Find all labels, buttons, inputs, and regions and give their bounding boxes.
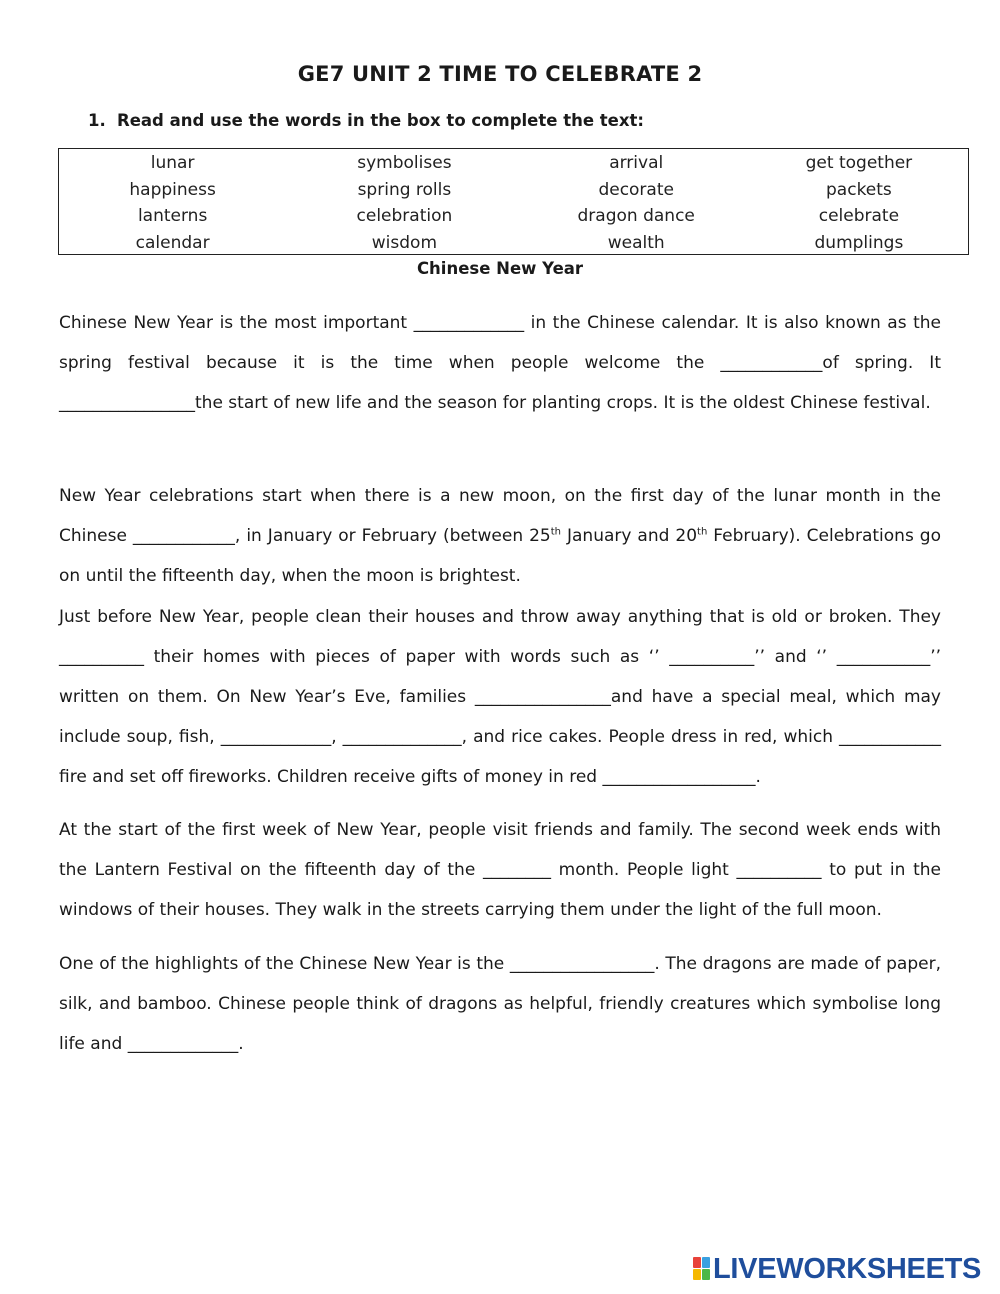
answer-blank[interactable]: __________ [59, 646, 144, 667]
word-box-row [59, 203, 968, 230]
word-box-row [59, 150, 968, 177]
liveworksheets-logo [693, 1252, 982, 1285]
word-cell: lunar [150, 153, 195, 174]
text-segment: the start of new life and the season for planting crops. It is the oldest Chinese festival. [195, 393, 931, 414]
text-segment: , and rice cakes. People dress in red, which [461, 727, 840, 748]
word-box-row [59, 177, 968, 204]
answer-blank[interactable]: ____________ [132, 526, 235, 547]
text-segment: ’’ and ‘’ [754, 646, 837, 667]
word-cell: get together [805, 153, 913, 174]
logo-square-1 [693, 1257, 701, 1268]
logo-square-4 [702, 1269, 710, 1280]
word-cell: wisdom [371, 232, 438, 253]
word-cell: happiness [129, 179, 216, 200]
exercise-instruction [88, 111, 644, 130]
paragraph-3 [59, 810, 941, 931]
answer-blank[interactable]: ______________ [342, 727, 462, 748]
answer-blank[interactable]: ____________ [720, 353, 823, 374]
text-segment: Just before New Year, people clean their houses and throw away anything that is old or broken. They [59, 606, 941, 627]
text-segment: February). Celebrations go on until the fifteenth day, when the moon is brightest. [59, 526, 941, 587]
answer-blank[interactable]: _____________ [220, 727, 332, 748]
word-box-row [59, 230, 968, 257]
word-cell: symbolises [357, 153, 452, 174]
text-segment: and have a special meal, which may include soup, fish, [59, 687, 941, 748]
text-segment: , in January or February (between 25 [234, 526, 551, 547]
word-cell: decorate [598, 179, 674, 200]
word-box [58, 148, 969, 255]
word-cell: celebration [356, 206, 453, 227]
text-segment: January and 20 [561, 526, 698, 547]
answer-blank[interactable]: __________________ [602, 767, 756, 788]
word-cell: spring rolls [357, 179, 452, 200]
answer-blank[interactable]: ________________ [59, 393, 195, 414]
word-cell: packets [826, 179, 892, 200]
text-segment: of spring. It [822, 353, 941, 374]
answer-blank[interactable]: ___________ [836, 646, 931, 667]
text-segment: to put in the windows of their houses. They walk in the streets carrying them under the light of the full moon. [59, 860, 941, 921]
text-segment: ’’ written on them. On New Year’s Eve, families [59, 646, 941, 708]
text-segment: One of the highlights of the Chinese New Year is the [59, 954, 510, 974]
text-segment: . [755, 767, 761, 788]
text-title: Chinese New Year [416, 259, 584, 278]
text-segment: . The dragons are made of paper, silk, and bamboo. Chinese people think of dragons as helpful, friendly creatures which symbolise long life and [59, 954, 941, 1055]
word-cell: lanterns [137, 206, 208, 227]
text-segment: their homes with pieces of paper with words such as ‘’ [144, 646, 670, 667]
logo-mark-icon [693, 1257, 710, 1281]
answer-blank[interactable]: ____________ [839, 727, 942, 748]
logo-text: LIVEWORKSHEETS [713, 1252, 982, 1285]
ordinal-suffix: th [550, 526, 561, 538]
answer-blank[interactable]: _________________ [509, 954, 655, 974]
text-segment: New Year celebrations start when there is a new moon, on the first day of the lunar month in the Chinese [59, 486, 941, 547]
ordinal-suffix: th [697, 526, 708, 538]
instruction-text: Read and use the words in the box to complete the text: [117, 111, 644, 130]
text-segment: At the start of the first week of New Year, people visit friends and family. The second week ends with the Lantern Festival on the fifteenth day of the [59, 820, 941, 881]
answer-blank[interactable]: _____________ [413, 313, 525, 333]
logo-square-2 [702, 1257, 710, 1268]
word-box-table [59, 150, 968, 256]
exercise-number: 1. [88, 111, 106, 130]
word-cell: celebrate [818, 206, 900, 227]
logo-square-3 [693, 1269, 701, 1280]
paragraph-2 [59, 476, 941, 798]
paragraph-1 [59, 303, 941, 424]
text-segment: in the Chinese calendar. It is also known as the spring festival because it is the time when people welcome the [59, 313, 941, 374]
word-cell: dumplings [814, 232, 904, 253]
worksheet-title: GE7 UNIT 2 TIME TO CELEBRATE 2 [297, 62, 703, 86]
answer-blank[interactable]: ________________ [474, 687, 611, 708]
answer-blank[interactable]: __________ [669, 646, 755, 667]
paragraph-4 [59, 944, 941, 1065]
word-cell: arrival [609, 153, 664, 174]
text-segment: fire and set off fireworks. Children receive gifts of money in red [59, 767, 603, 788]
word-cell: dragon dance [577, 206, 695, 227]
text-segment: month. People light [550, 860, 737, 881]
text-segment: Chinese New Year is the most important [59, 313, 414, 333]
answer-blank[interactable]: _____________ [127, 1034, 239, 1055]
text-segment: , [331, 727, 343, 748]
word-cell: wealth [607, 232, 665, 253]
word-cell: calendar [135, 232, 210, 253]
text-segment: . [238, 1034, 244, 1055]
answer-blank[interactable]: __________ [736, 860, 822, 881]
answer-blank[interactable]: ________ [482, 860, 551, 881]
